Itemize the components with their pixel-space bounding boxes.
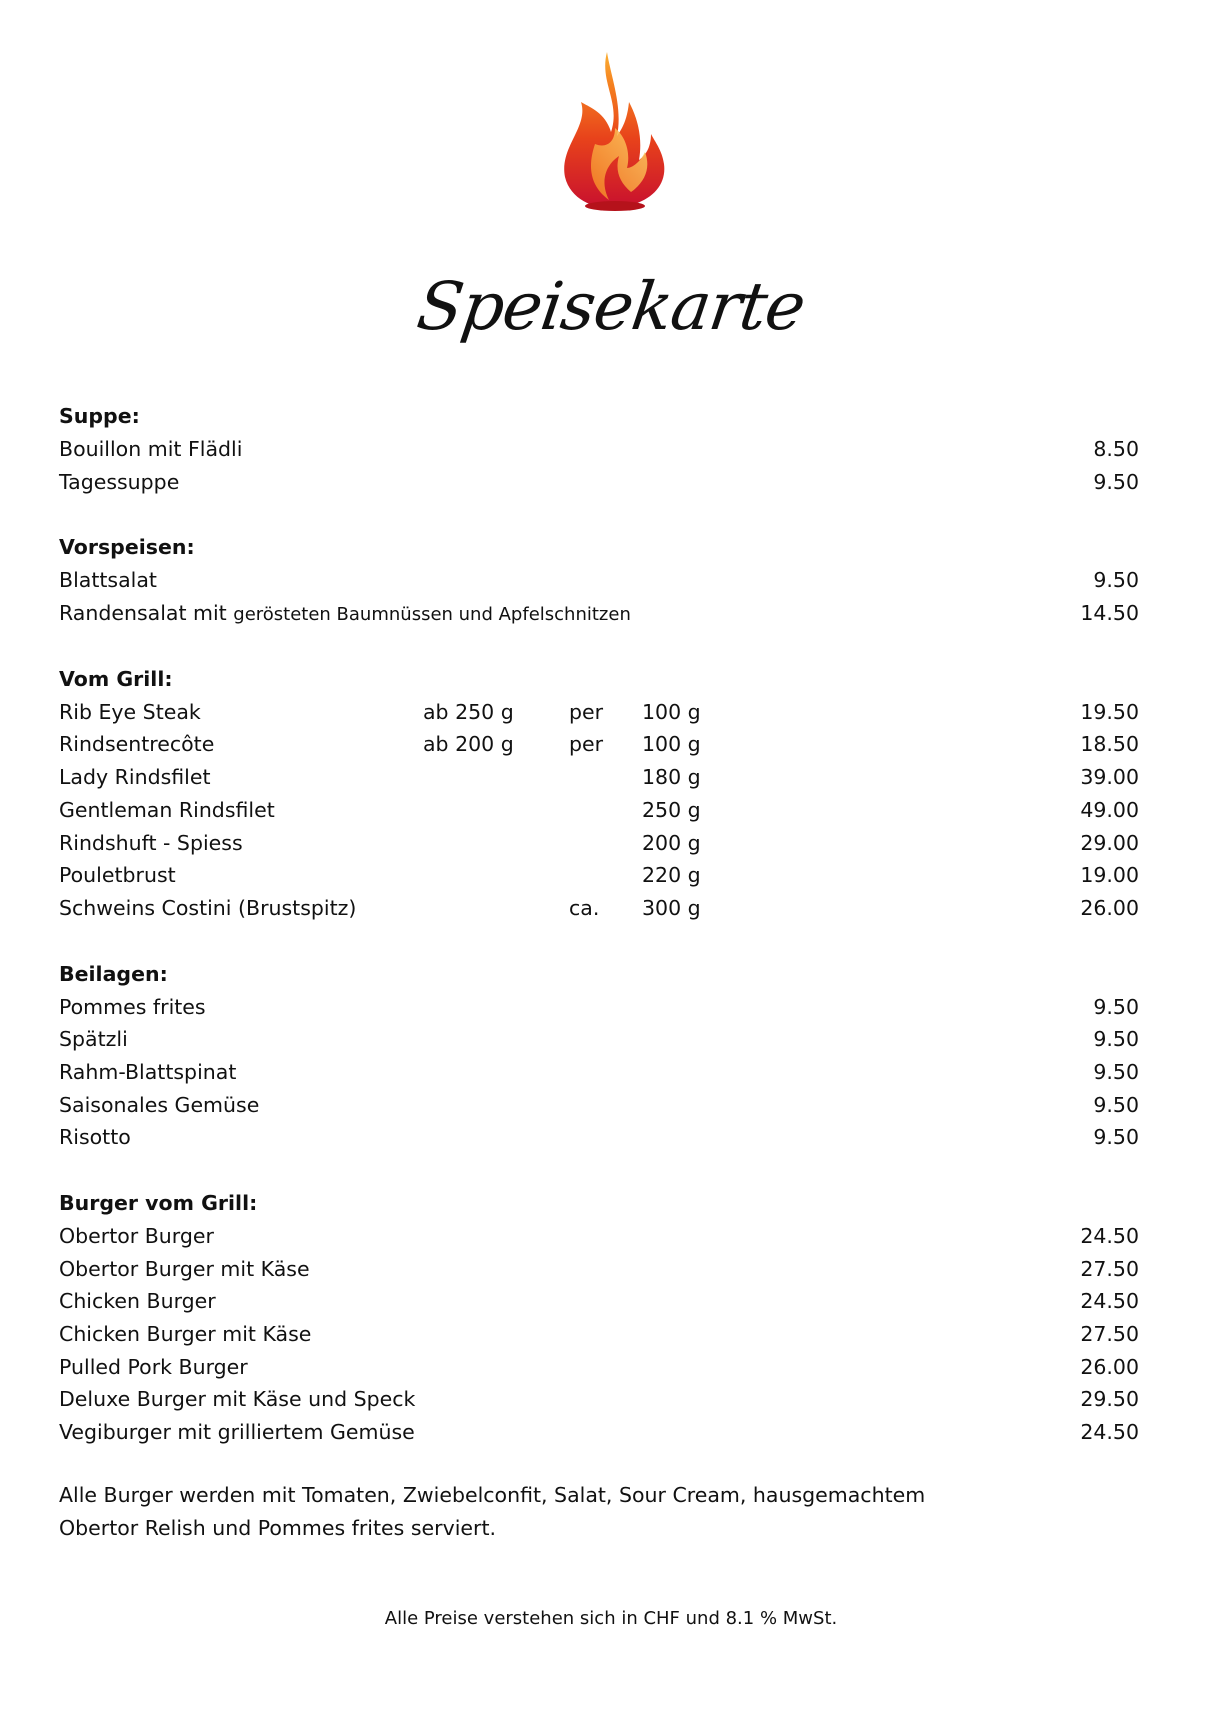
burger-note-line: Alle Burger werden mit Tomaten, Zwiebelconfit, Salat, Sour Cream, hausgemachtem: [59, 1483, 926, 1507]
item-price: 8.50: [1093, 437, 1139, 461]
section-grill: [59, 663, 1139, 925]
item-weight: 100 g: [642, 699, 701, 724]
item-name: Blattsalat: [59, 568, 157, 593]
menu-title: Speisekarte: [412, 268, 810, 345]
item-price: 49.00: [1080, 797, 1139, 822]
menu-item: [59, 1089, 1139, 1122]
menu-item: [59, 696, 1139, 729]
item-price: 9.50: [1093, 568, 1139, 593]
item-price: 26.00: [1080, 895, 1139, 920]
burger-note: [59, 1479, 959, 1544]
section-heading: Vorspeisen:: [59, 535, 195, 560]
item-name: Rahm-Blattspinat: [59, 1059, 237, 1084]
menu-item: [59, 1351, 1139, 1384]
item-price: 29.00: [1080, 830, 1139, 855]
item-name: Gentleman Rindsfilet: [59, 797, 275, 822]
burger-note-line: Obertor Relish und Pommes frites serviert.: [59, 1515, 496, 1540]
flame-icon: [559, 52, 671, 212]
item-name: Spätzli: [59, 1027, 128, 1052]
item-price: 27.50: [1080, 1322, 1139, 1347]
item-unit-note: ca.: [569, 895, 600, 920]
item-price: 24.50: [1080, 1420, 1139, 1445]
menu-item: [59, 466, 1139, 499]
item-price: 39.00: [1080, 765, 1139, 790]
item-price: 26.00: [1080, 1354, 1139, 1379]
item-price: 24.50: [1080, 1224, 1139, 1248]
item-name: Obertor Burger: [59, 1224, 214, 1248]
menu-item: [59, 564, 1139, 597]
item-weight: 220 g: [642, 863, 701, 888]
item-name-detail: gerösteten Baumnüssen und Apfelschnitzen: [233, 604, 631, 626]
menu-item: [59, 1056, 1139, 1089]
menu-item: [59, 433, 1139, 466]
item-price: 14.50: [1080, 601, 1139, 626]
menu-item: [59, 761, 1139, 794]
menu-item: [59, 892, 1139, 925]
item-name: Lady Rindsfilet: [59, 765, 211, 790]
item-unit-note: per: [569, 699, 604, 724]
item-name: Bouillon mit Flädli: [59, 437, 243, 461]
item-name: Rib Eye Steak: [59, 699, 201, 724]
menu-item: [59, 1253, 1139, 1286]
menu-item: [59, 1023, 1139, 1056]
item-name: Obertor Burger mit Käse: [59, 1256, 310, 1281]
item-weight: 300 g: [642, 895, 701, 920]
item-name: Pommes frites: [59, 994, 206, 1019]
item-weight: 100 g: [642, 732, 701, 757]
section-burgers: [59, 1187, 1139, 1449]
item-name: Chicken Burger: [59, 1289, 216, 1314]
item-name: Chicken Burger mit Käse: [59, 1322, 312, 1347]
item-price: 29.50: [1080, 1387, 1139, 1412]
item-price: 19.00: [1080, 863, 1139, 888]
item-price: 24.50: [1080, 1289, 1139, 1314]
item-name: Pulled Pork Burger: [59, 1354, 248, 1379]
item-name: Pouletbrust: [59, 863, 176, 888]
item-name: Saisonales Gemüse: [59, 1092, 260, 1117]
item-weight: 180 g: [642, 765, 701, 790]
item-name: Deluxe Burger mit Käse und Speck: [59, 1387, 416, 1412]
item-price: 9.50: [1093, 1027, 1139, 1052]
item-price: 9.50: [1093, 1092, 1139, 1117]
price-footer: Alle Preise verstehen sich in CHF und 8.1 % MwSt.: [384, 1608, 838, 1629]
section-heading: Burger vom Grill:: [59, 1191, 258, 1215]
item-name: Risotto: [59, 1125, 131, 1150]
menu-item: [59, 1285, 1139, 1318]
item-name: Schweins Costini (Brustspitz): [59, 895, 357, 920]
item-min-weight: ab 250 g: [423, 699, 514, 724]
item-name: Rindsentrecôte: [59, 732, 215, 757]
menu-item: [59, 1318, 1139, 1351]
item-price: 9.50: [1093, 994, 1139, 1019]
menu-item: [59, 597, 1139, 630]
menu-sections: [59, 400, 1139, 1482]
item-price: 27.50: [1080, 1256, 1139, 1281]
item-weight: 200 g: [642, 830, 701, 855]
item-price: 9.50: [1093, 1059, 1139, 1084]
menu-item: [59, 1416, 1139, 1449]
item-name-main: Randensalat mit: [59, 601, 227, 626]
item-min-weight: ab 200 g: [423, 732, 514, 757]
menu-item: [59, 1220, 1139, 1253]
item-price: 18.50: [1080, 732, 1139, 757]
item-unit-note: per: [569, 732, 604, 757]
item-name: Tagessuppe: [59, 469, 180, 494]
item-price: 9.50: [1093, 469, 1139, 494]
section-heading: Beilagen:: [59, 961, 168, 986]
section-sides: [59, 958, 1139, 1154]
menu-item: [59, 728, 1139, 761]
item-name: Vegiburger mit grilliertem Gemüse: [59, 1420, 415, 1445]
menu-item: [59, 827, 1139, 860]
menu-item: [59, 794, 1139, 827]
section-starters: [59, 531, 1139, 629]
section-heading: Suppe:: [59, 404, 140, 428]
item-price: 9.50: [1093, 1125, 1139, 1150]
menu-item: [59, 859, 1139, 892]
item-weight: 250 g: [642, 797, 701, 822]
item-price: 19.50: [1080, 699, 1139, 724]
menu-item: [59, 1121, 1139, 1154]
menu-item: [59, 1383, 1139, 1416]
section-soup: [59, 400, 1139, 498]
item-name: Rindshuft - Spiess: [59, 830, 243, 855]
section-heading: Vom Grill:: [59, 666, 173, 691]
menu-item: [59, 991, 1139, 1024]
item-name: [59, 597, 631, 632]
